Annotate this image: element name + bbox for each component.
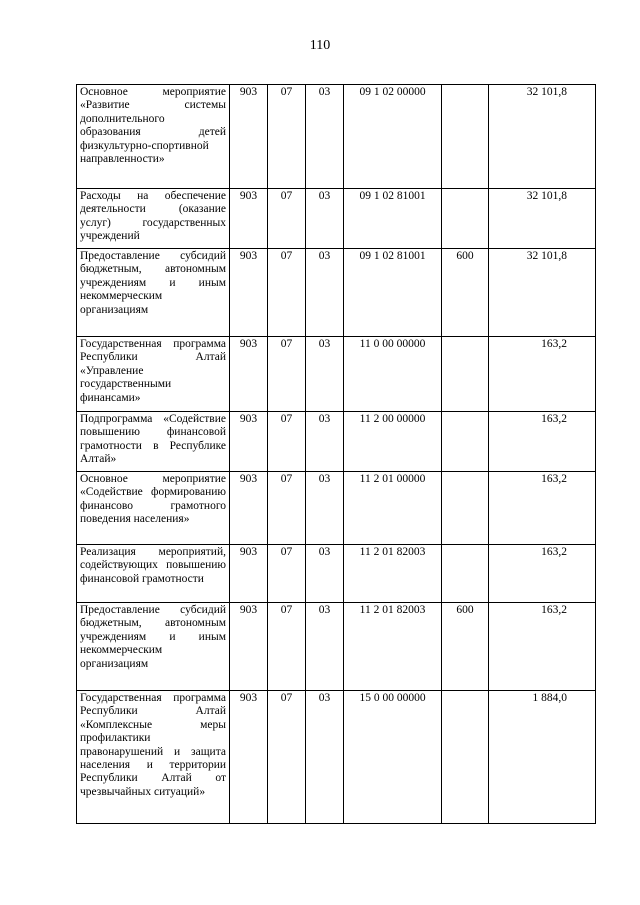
cell-amount: 32 101,8 — [489, 249, 596, 337]
cell-expense-type — [442, 472, 489, 545]
row-name: Реализация мероприятий, содействующих повышению финансовой грамотности — [77, 545, 230, 603]
cell-section: 07 — [268, 545, 306, 603]
budget-table — [76, 84, 596, 824]
cell-subsection: 03 — [306, 472, 344, 545]
cell-amount: 163,2 — [489, 412, 596, 472]
cell-subsection: 03 — [306, 249, 344, 337]
cell-section: 07 — [268, 472, 306, 545]
cell-target-code: 11 2 01 00000 — [344, 472, 442, 545]
cell-ministry: 903 — [230, 472, 268, 545]
table-row — [77, 691, 596, 824]
cell-section: 07 — [268, 337, 306, 412]
cell-subsection: 03 — [306, 545, 344, 603]
cell-subsection: 03 — [306, 85, 344, 189]
table-row — [77, 545, 596, 603]
cell-amount: 163,2 — [489, 603, 596, 691]
table-row — [77, 472, 596, 545]
cell-subsection: 03 — [306, 603, 344, 691]
cell-ministry: 903 — [230, 249, 268, 337]
cell-section: 07 — [268, 603, 306, 691]
table-row — [77, 412, 596, 472]
cell-section: 07 — [268, 412, 306, 472]
table-row — [77, 603, 596, 691]
cell-target-code: 15 0 00 00000 — [344, 691, 442, 824]
cell-expense-type — [442, 545, 489, 603]
cell-subsection: 03 — [306, 337, 344, 412]
cell-section: 07 — [268, 85, 306, 189]
table-row — [77, 85, 596, 189]
row-name: Предоставление субсидий бюджетным, автономным учреждениям и иным некоммерческим организациям — [77, 603, 230, 691]
cell-ministry: 903 — [230, 189, 268, 249]
row-name: Основное мероприятие «Развитие системы дополнительного образования детей физкультурно-спортивной направленности» — [77, 85, 230, 189]
row-name: Подпрограмма «Содействие повышению финансовой грамотности в Республике Алтай» — [77, 412, 230, 472]
cell-subsection: 03 — [306, 691, 344, 824]
cell-expense-type: 600 — [442, 249, 489, 337]
cell-target-code: 09 1 02 81001 — [344, 249, 442, 337]
cell-target-code: 11 2 00 00000 — [344, 412, 442, 472]
cell-amount: 32 101,8 — [489, 189, 596, 249]
cell-ministry: 903 — [230, 545, 268, 603]
cell-target-code: 11 0 00 00000 — [344, 337, 442, 412]
cell-amount: 32 101,8 — [489, 85, 596, 189]
row-name: Государственная программа Республики Алтай «Управление государственными финансами» — [77, 337, 230, 412]
cell-target-code: 09 1 02 81001 — [344, 189, 442, 249]
cell-amount: 163,2 — [489, 472, 596, 545]
table-row — [77, 189, 596, 249]
cell-expense-type — [442, 691, 489, 824]
page-number: 110 — [309, 38, 331, 53]
cell-expense-type: 600 — [442, 603, 489, 691]
cell-amount: 1 884,0 — [489, 691, 596, 824]
cell-section: 07 — [268, 249, 306, 337]
row-name: Расходы на обеспечение деятельности (оказание услуг) государственных учреждений — [77, 189, 230, 249]
cell-subsection: 03 — [306, 412, 344, 472]
cell-ministry: 903 — [230, 691, 268, 824]
cell-subsection: 03 — [306, 189, 344, 249]
cell-expense-type — [442, 337, 489, 412]
cell-target-code: 09 1 02 00000 — [344, 85, 442, 189]
cell-target-code: 11 2 01 82003 — [344, 603, 442, 691]
cell-ministry: 903 — [230, 85, 268, 189]
cell-amount: 163,2 — [489, 337, 596, 412]
table-row — [77, 249, 596, 337]
cell-expense-type — [442, 189, 489, 249]
cell-expense-type — [442, 412, 489, 472]
cell-ministry: 903 — [230, 412, 268, 472]
row-name: Предоставление субсидий бюджетным, автономным учреждениям и иным некоммерческим организациям — [77, 249, 230, 337]
cell-amount: 163,2 — [489, 545, 596, 603]
cell-section: 07 — [268, 189, 306, 249]
table-row — [77, 337, 596, 412]
cell-ministry: 903 — [230, 603, 268, 691]
cell-target-code: 11 2 01 82003 — [344, 545, 442, 603]
cell-ministry: 903 — [230, 337, 268, 412]
cell-expense-type — [442, 85, 489, 189]
cell-section: 07 — [268, 691, 306, 824]
row-name: Основное мероприятие «Содействие формированию финансово грамотного поведения населения» — [77, 472, 230, 545]
row-name: Государственная программа Республики Алтай «Комплексные меры профилактики правонарушений и защита населения и территории Республики Алтай от чрезвычайных ситуаций» — [77, 691, 230, 824]
